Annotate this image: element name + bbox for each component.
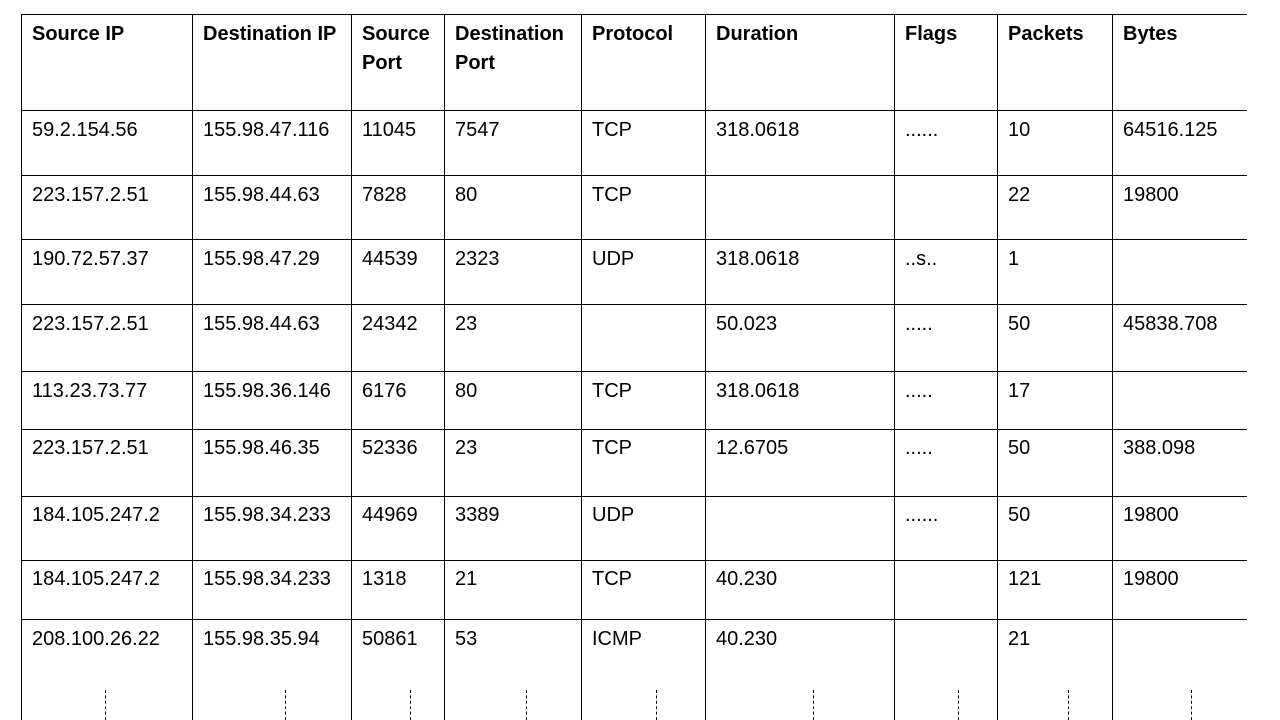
cell-packets: 1 [998, 240, 1113, 305]
cell-packets: 50 [998, 305, 1113, 372]
cell-flags: ..... [895, 430, 998, 497]
cell-protocol [582, 305, 706, 372]
header-source-ip: Source IP [22, 15, 193, 111]
cell-source-port: 1318 [352, 561, 445, 620]
table-row [22, 305, 1248, 372]
cell-packets: 17 [998, 372, 1113, 430]
cell-protocol: TCP [582, 176, 706, 240]
cell-source-ip [22, 620, 193, 720]
cell-destination-ip: 155.98.44.63 [193, 305, 352, 372]
cell-source-ip: 184.105.247.2 [22, 561, 193, 620]
cell-text: 155.98.35.94 [203, 628, 320, 650]
header-flags: Flags [895, 15, 998, 111]
cell-flags: ..... [895, 372, 998, 430]
continuation-dash [410, 690, 411, 720]
cell-flags: ..s.. [895, 240, 998, 305]
cell-protocol: TCP [582, 561, 706, 620]
cell-protocol: TCP [582, 111, 706, 176]
cell-duration [706, 176, 895, 240]
continuation-dash [105, 690, 106, 720]
table-row [22, 430, 1248, 497]
continuation-dash [1191, 690, 1192, 720]
cell-destination-port: 80 [445, 176, 582, 240]
cell-destination-port: 2323 [445, 240, 582, 305]
header-destination-port: Destination Port [445, 15, 582, 111]
cell-source-port: 52336 [352, 430, 445, 497]
cell-destination-port: 23 [445, 305, 582, 372]
cell-source-port: 44539 [352, 240, 445, 305]
table-header-row [22, 15, 1248, 111]
cell-flags [895, 620, 998, 720]
table-row [22, 497, 1248, 561]
cell-bytes: 19800 [1113, 176, 1248, 240]
cell-source-ip: 184.105.247.2 [22, 497, 193, 561]
cell-packets: 22 [998, 176, 1113, 240]
cell-destination-port: 21 [445, 561, 582, 620]
table-row [22, 240, 1248, 305]
cell-text: 208.100.26.22 [32, 628, 160, 650]
cell-source-port: 24342 [352, 305, 445, 372]
table-row [22, 372, 1248, 430]
cell-packets [998, 620, 1113, 720]
cell-source-port: 44969 [352, 497, 445, 561]
cell-flags: ..... [895, 305, 998, 372]
cell-duration [706, 497, 895, 561]
continuation-dash [656, 690, 657, 720]
cell-destination-ip [193, 620, 352, 720]
cell-destination-ip: 155.98.46.35 [193, 430, 352, 497]
continuation-dash [526, 690, 527, 720]
cell-packets: 10 [998, 111, 1113, 176]
cell-flags: ...... [895, 111, 998, 176]
table-row [22, 561, 1248, 620]
network-flow-table-container [21, 14, 1247, 720]
cell-destination-ip: 155.98.44.63 [193, 176, 352, 240]
cell-bytes [1113, 240, 1248, 305]
cell-text: 50861 [362, 628, 418, 650]
cell-source-port: 6176 [352, 372, 445, 430]
cell-packets: 50 [998, 497, 1113, 561]
cell-bytes: 388.098 [1113, 430, 1248, 497]
cell-flags: ...... [895, 497, 998, 561]
cell-destination-port: 80 [445, 372, 582, 430]
cell-source-ip: 190.72.57.37 [22, 240, 193, 305]
header-bytes: Bytes [1113, 15, 1248, 111]
cell-protocol: UDP [582, 240, 706, 305]
cell-source-ip: 59.2.154.56 [22, 111, 193, 176]
cell-bytes [1113, 620, 1248, 720]
cell-text: 40.230 [716, 628, 778, 650]
cell-flags [895, 176, 998, 240]
cell-destination-ip: 155.98.47.29 [193, 240, 352, 305]
cell-flags [895, 561, 998, 620]
cell-destination-port: 7547 [445, 111, 582, 176]
cell-text: 21 [1008, 628, 1031, 650]
cell-packets: 121 [998, 561, 1113, 620]
continuation-dash [1068, 690, 1069, 720]
continuation-dash [285, 690, 286, 720]
cell-bytes [1113, 372, 1248, 430]
cell-packets: 50 [998, 430, 1113, 497]
header-packets: Packets [998, 15, 1113, 111]
header-destination-ip: Destination IP [193, 15, 352, 111]
network-flow-table [21, 14, 1247, 720]
cell-destination-ip: 155.98.36.146 [193, 372, 352, 430]
cell-destination-port: 23 [445, 430, 582, 497]
cell-protocol: TCP [582, 372, 706, 430]
cell-duration: 50.023 [706, 305, 895, 372]
table-row [22, 111, 1248, 176]
cell-text: ICMP [592, 628, 642, 650]
cell-destination-port [445, 620, 582, 720]
cell-duration: 318.0618 [706, 111, 895, 176]
cell-protocol: TCP [582, 430, 706, 497]
cell-destination-ip: 155.98.34.233 [193, 497, 352, 561]
cell-source-ip: 223.157.2.51 [22, 430, 193, 497]
cell-source-ip: 223.157.2.51 [22, 176, 193, 240]
cell-destination-ip: 155.98.47.116 [193, 111, 352, 176]
cell-duration: 318.0618 [706, 240, 895, 305]
cell-protocol: UDP [582, 497, 706, 561]
cell-source-port: 11045 [352, 111, 445, 176]
cell-protocol [582, 620, 706, 720]
cell-source-ip: 223.157.2.51 [22, 305, 193, 372]
table-row [22, 620, 1248, 720]
cell-bytes: 45838.708 [1113, 305, 1248, 372]
cell-destination-port: 3389 [445, 497, 582, 561]
cell-duration: 318.0618 [706, 372, 895, 430]
cell-source-port: 7828 [352, 176, 445, 240]
cell-source-ip: 113.23.73.77 [22, 372, 193, 430]
cell-duration: 12.6705 [706, 430, 895, 497]
cell-duration: 40.230 [706, 561, 895, 620]
cell-bytes: 19800 [1113, 561, 1248, 620]
cell-duration [706, 620, 895, 720]
cell-source-port [352, 620, 445, 720]
continuation-dash [958, 690, 959, 720]
cell-bytes: 19800 [1113, 497, 1248, 561]
cell-text: 53 [455, 628, 478, 650]
cell-destination-ip: 155.98.34.233 [193, 561, 352, 620]
cell-bytes: 64516.125 [1113, 111, 1248, 176]
header-source-port: Source Port [352, 15, 445, 111]
header-protocol: Protocol [582, 15, 706, 111]
header-duration: Duration [706, 15, 895, 111]
continuation-dash [813, 690, 814, 720]
table-row [22, 176, 1248, 240]
